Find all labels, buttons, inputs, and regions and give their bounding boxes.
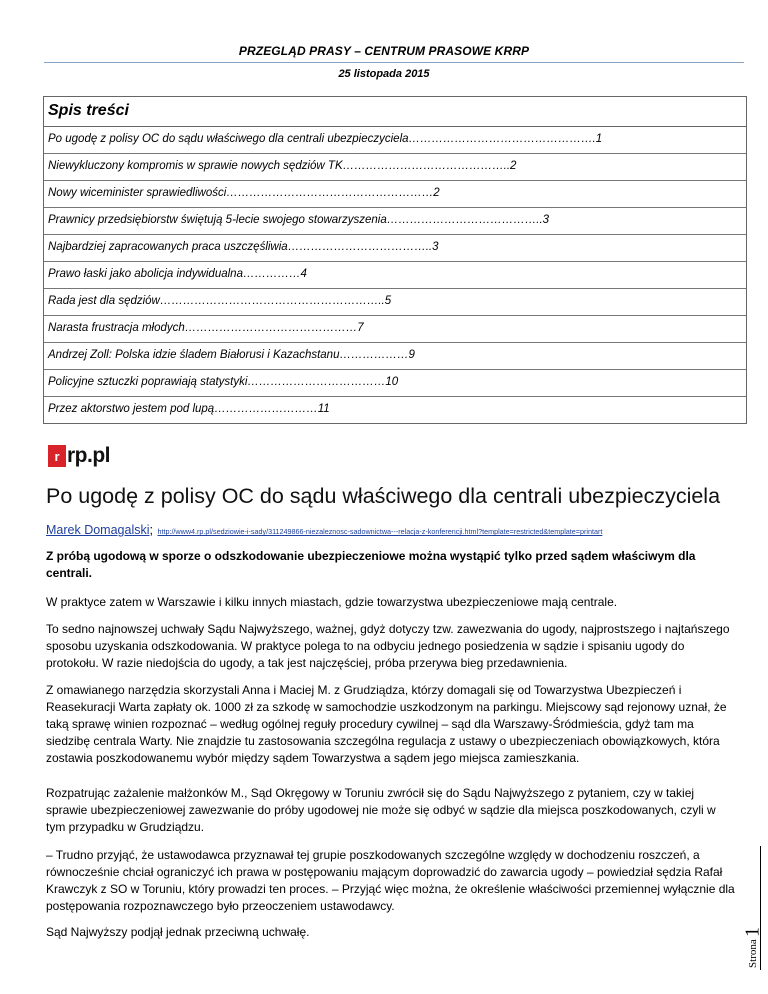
toc-item[interactable]: Najbardziej zapracowanych praca uszczęśliwia………………………………..3: [44, 235, 746, 262]
page-label: Strona: [747, 939, 759, 968]
rp-logo-text: rp.pl: [67, 444, 110, 467]
rp-pl-logo: [48, 442, 118, 470]
article-lead: Z próbą ugodową w sporze o odszkodowanie ubezpieczeniowe można wystąpić tylko przed sądem właściwym dla centrali.: [46, 549, 696, 580]
press-review-date: 25 listopada 2015: [338, 68, 430, 80]
article-paragraph: – Trudno przyjąć, że ustawodawca przyznawał tej grupie poszkodowanych szczególne względy w dochodzeniu roszczeń, a równocześnie chciał ograniczyć ich prawa w postępowaniu mającym doprowadzić do zawarcia ugody – powiedział sędzia Rafał Krawczyk z SO w Toruniu, który prowadzi ten proces. – Przyjąć więc można, że określenie właściwości przemiennej wyłącznie dla postępowania rozpoznawczego było przeoczeniem ustawodawcy.: [46, 848, 735, 913]
table-of-contents: [43, 96, 747, 424]
toc-item[interactable]: Przez aktorstwo jestem pod lupą………………………11: [48, 403, 330, 415]
author-link[interactable]: Marek Domagalski: [46, 523, 150, 537]
article-paragraph: Z omawianego narzędzia skorzystali Anna i Maciej M. z Grudziądza, którzy domagali się od Towarzystwa Ubezpieczeń i Reasekuracji Warta zapłaty ok. 1000 zł za szkodę w samochodzie uszkodzonym na parkingu. Miejscowy sąd rejonowy uznał, że taką sprawę winien rozpoznać – według ogólnej reguły procedury cywilnej – sąd dla Warszawy-Śródmieścia, gdyż tam ma siedzibę centrala Warty. Nie znajdzie tu zastosowania szczególna regulacja z ustawy o ubezpieczeniach obowiązkowych, która zostawia poszkodowanemu wybór między sądem Towarzystwa a sądem jego miejsca zamieszkania.: [46, 683, 727, 765]
article-byline: [46, 521, 746, 539]
page-number-value: 1: [741, 927, 764, 938]
article-paragraph: W praktyce zatem w Warszawie i kilku innych miastach, gdzie towarzystwa ubezpieczeniowe mają centrale.: [46, 595, 618, 609]
byline-separator: ;: [149, 523, 153, 537]
article-title: Po ugodę z polisy OC do sądu właściwego dla centrali ubezpieczyciela: [46, 484, 721, 508]
rp-logo-mark: r: [48, 445, 66, 467]
article-paragraph: Sąd Najwyższy podjął jednak przeciwną uchwałę.: [46, 925, 310, 939]
toc-item[interactable]: Prawo łaski jako abolicja indywidualna……………4: [44, 262, 746, 289]
page-number: [738, 848, 768, 968]
article-paragraph: Rozpatrując zażalenie małżonków M., Sąd Okręgowy w Toruniu zwrócił się do Sądu Najwyższego z pytaniem, czy w takiej sprawie ubezpieczeniowej zawezwanie do próby ugodowej nie może się odbyć w sądzie dla miejsca poszkodowanych, czyli w tym przypadku w Grudziądzu.: [46, 786, 716, 834]
source-url-link[interactable]: http://www4.rp.pl/sedziowie-i-sady/311249866-niezaleznosc-sadownictwa---relacja-z-konferencji.html?template=restricted&template=printart: [157, 527, 603, 536]
toc-heading: Spis treści: [44, 97, 746, 127]
press-review-title: PRZEGLĄD PRASY – CENTRUM PRASOWE KRRP: [238, 44, 530, 58]
toc-item[interactable]: Po ugodę z polisy OC do sądu właściwego dla centrali ubezpieczyciela………………………………………….1: [44, 127, 746, 154]
toc-item[interactable]: Narasta frustracja młodych………………………………………7: [44, 316, 746, 343]
toc-item[interactable]: Andrzej Zoll: Polska idzie śladem Białorusi i Kazachstanu………………9: [44, 343, 746, 370]
toc-item[interactable]: Rada jest dla sędziów…………………………………………………..5: [44, 289, 746, 316]
toc-item[interactable]: Niewykluczony kompromis w sprawie nowych sędziów TK……………………………………..2: [44, 154, 746, 181]
toc-item[interactable]: Prawnicy przedsiębiorstw świętują 5-lecie swojego stowarzyszenia…………………………………..3: [44, 208, 746, 235]
toc-item[interactable]: Nowy wiceminister sprawiedliwości………………………………………………2: [44, 181, 746, 208]
toc-item[interactable]: Policyjne sztuczki poprawiają statystyki………………………………10: [44, 370, 746, 397]
header-divider: [44, 62, 744, 63]
article-paragraph: To sedno najnowszej uchwały Sądu Najwyższego, ważnej, gdyż dotyczy tzw. zawezwania do ugody, najprostszego i najtańszego sposobu uzyskania odszkodowania. W praktyce polega to na odbyciu jednego posiedzenia w sądzie i spisaniu ugody do protokołu. W razie niedojścia do ugody, a tak jest najczęściej, próba przerywa bieg przedawnienia.: [46, 622, 730, 670]
